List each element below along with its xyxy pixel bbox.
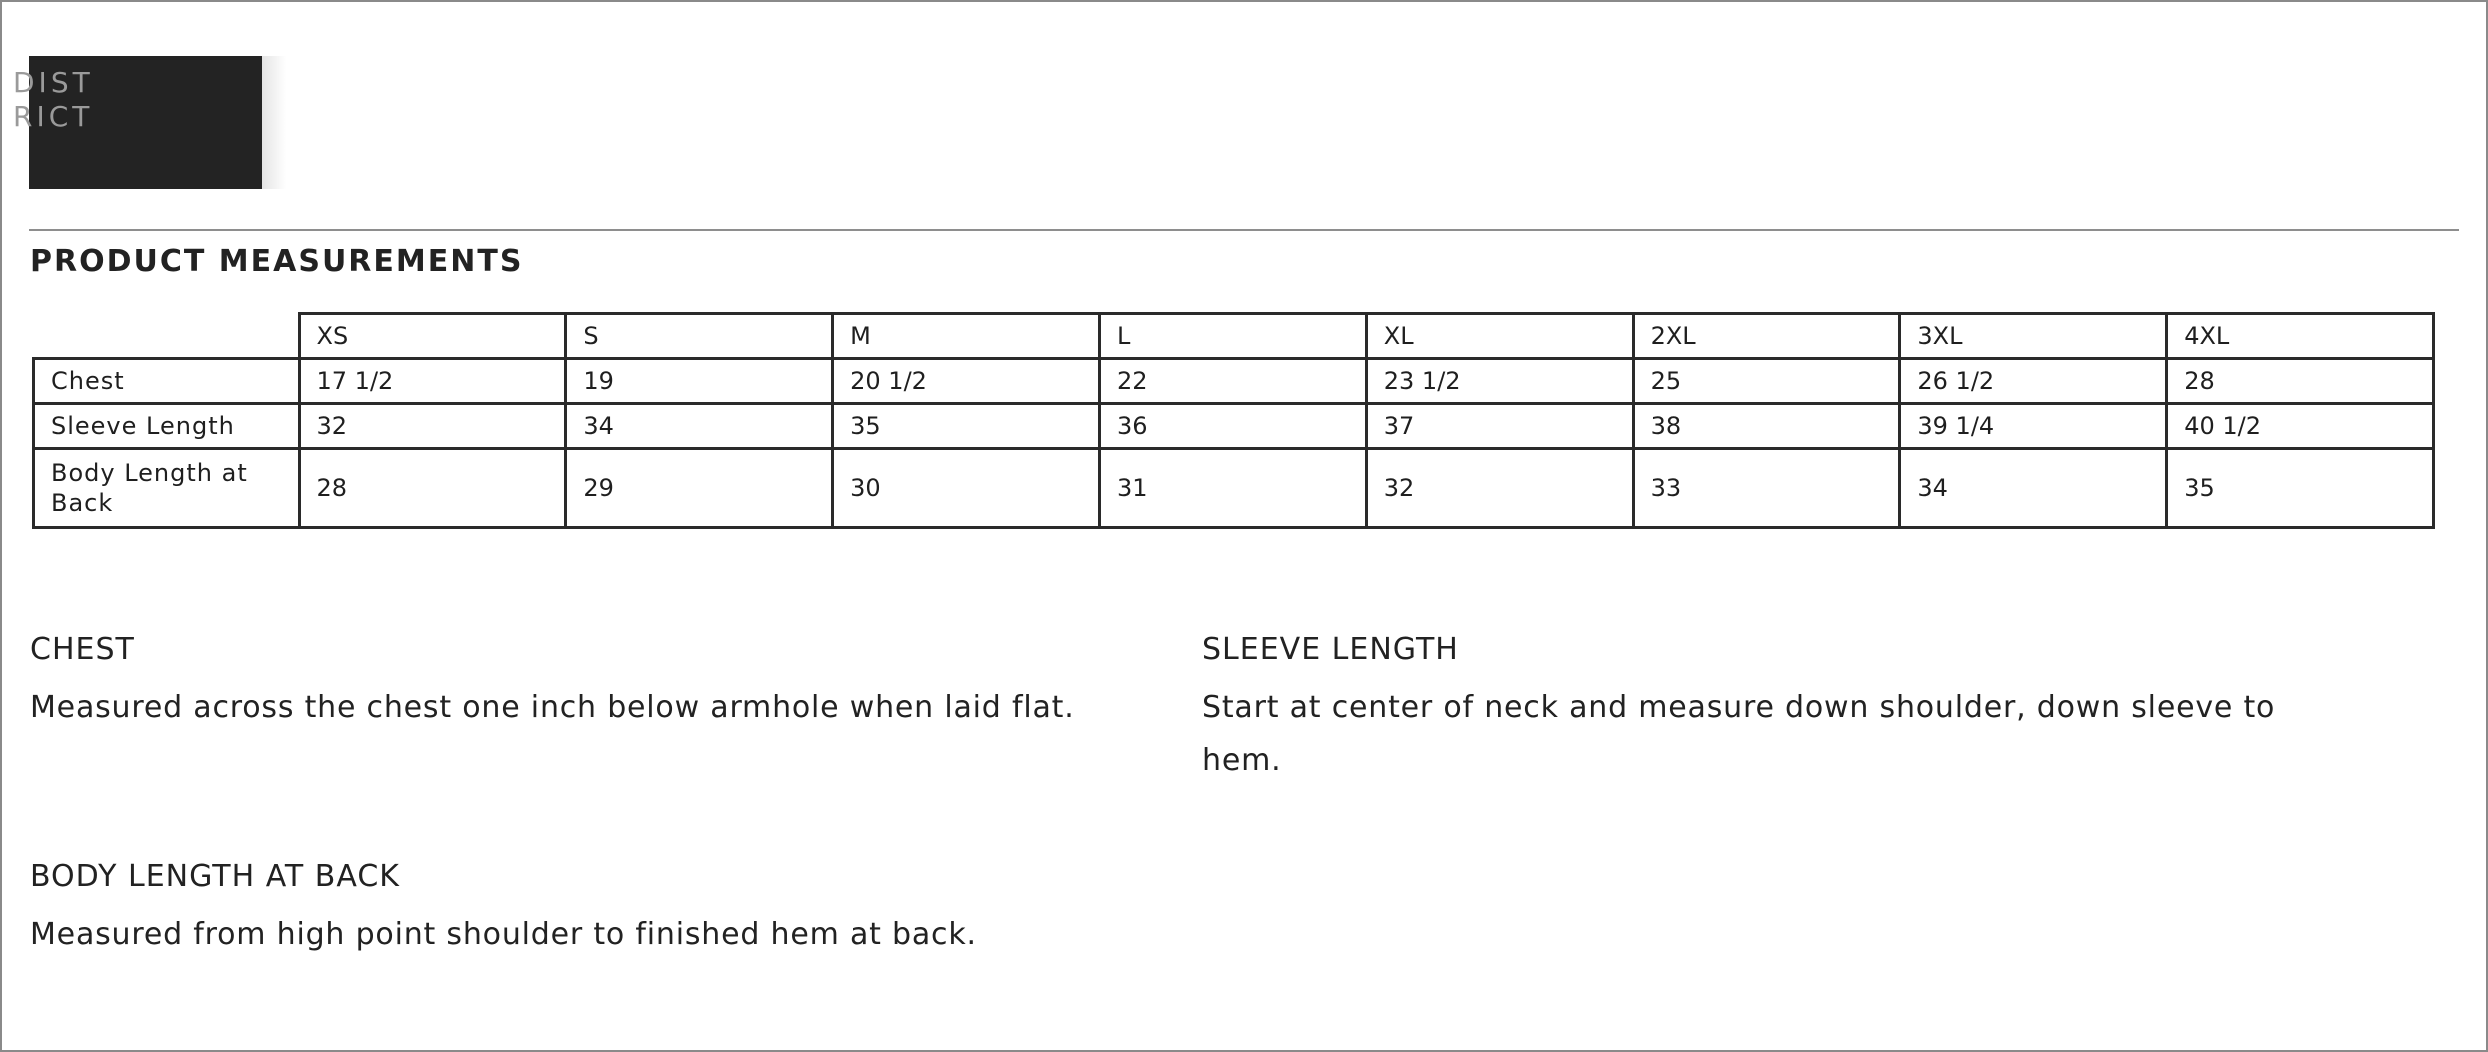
measurements-table <box>32 312 2435 529</box>
table-cell: 36 <box>1099 404 1366 449</box>
table-cell: 22 <box>1099 359 1366 404</box>
table-cell: 39 1/4 <box>1900 404 2167 449</box>
logo-line-1: DIST <box>13 66 94 99</box>
section-title: PRODUCT MEASUREMENTS <box>30 244 524 279</box>
definition-sleeve-length <box>1202 632 2292 787</box>
definition-description: Measured from high point shoulder to finished hem at back. <box>30 917 977 952</box>
table-row-body-length <box>34 449 2434 528</box>
header-divider <box>29 229 2459 231</box>
table-cell: 32 <box>1366 449 1633 528</box>
table-cell: 30 <box>833 449 1100 528</box>
definition-term: SLEEVE LENGTH <box>1202 632 1459 667</box>
table-cell: 34 <box>566 404 833 449</box>
size-header: XL <box>1366 314 1633 359</box>
row-label: Chest <box>34 359 300 404</box>
header-blank-cell <box>34 314 300 359</box>
table-cell: 35 <box>2167 449 2434 528</box>
table-cell: 17 1/2 <box>299 359 566 404</box>
table-cell: 35 <box>833 404 1100 449</box>
size-header: M <box>833 314 1100 359</box>
table-cell: 29 <box>566 449 833 528</box>
table-cell: 19 <box>566 359 833 404</box>
size-header: 4XL <box>2167 314 2434 359</box>
table-header-row <box>34 314 2434 359</box>
table-cell: 34 <box>1900 449 2167 528</box>
definition-chest <box>30 632 1170 734</box>
size-header: XS <box>299 314 566 359</box>
table-cell: 32 <box>299 404 566 449</box>
size-header: L <box>1099 314 1366 359</box>
table-row-sleeve-length <box>34 404 2434 449</box>
definition-term: CHEST <box>30 632 135 667</box>
row-label: Body Length at Back <box>34 449 300 528</box>
table-cell: 33 <box>1633 449 1900 528</box>
logo-shadow <box>262 56 286 189</box>
size-header: 3XL <box>1900 314 2167 359</box>
table-cell: 37 <box>1366 404 1633 449</box>
table-cell: 40 1/2 <box>2167 404 2434 449</box>
row-label: Sleeve Length <box>34 404 300 449</box>
table-row-chest <box>34 359 2434 404</box>
definition-description: Measured across the chest one inch below armhole when laid flat. <box>30 690 1075 725</box>
definition-term: BODY LENGTH AT BACK <box>30 859 400 894</box>
table-cell: 31 <box>1099 449 1366 528</box>
definition-description: Start at center of neck and measure down shoulder, down sleeve to hem. <box>1202 690 2276 778</box>
table-cell: 20 1/2 <box>833 359 1100 404</box>
definition-body-length <box>30 859 1170 961</box>
size-header: 2XL <box>1633 314 1900 359</box>
table-cell: 28 <box>299 449 566 528</box>
table-cell: 25 <box>1633 359 1900 404</box>
table-cell: 26 1/2 <box>1900 359 2167 404</box>
logo-wordmark <box>13 66 94 134</box>
size-header: S <box>566 314 833 359</box>
logo-line-2: RICT <box>13 100 94 133</box>
table-cell: 28 <box>2167 359 2434 404</box>
table-cell: 38 <box>1633 404 1900 449</box>
district-logo <box>13 56 262 189</box>
table-cell: 23 1/2 <box>1366 359 1633 404</box>
